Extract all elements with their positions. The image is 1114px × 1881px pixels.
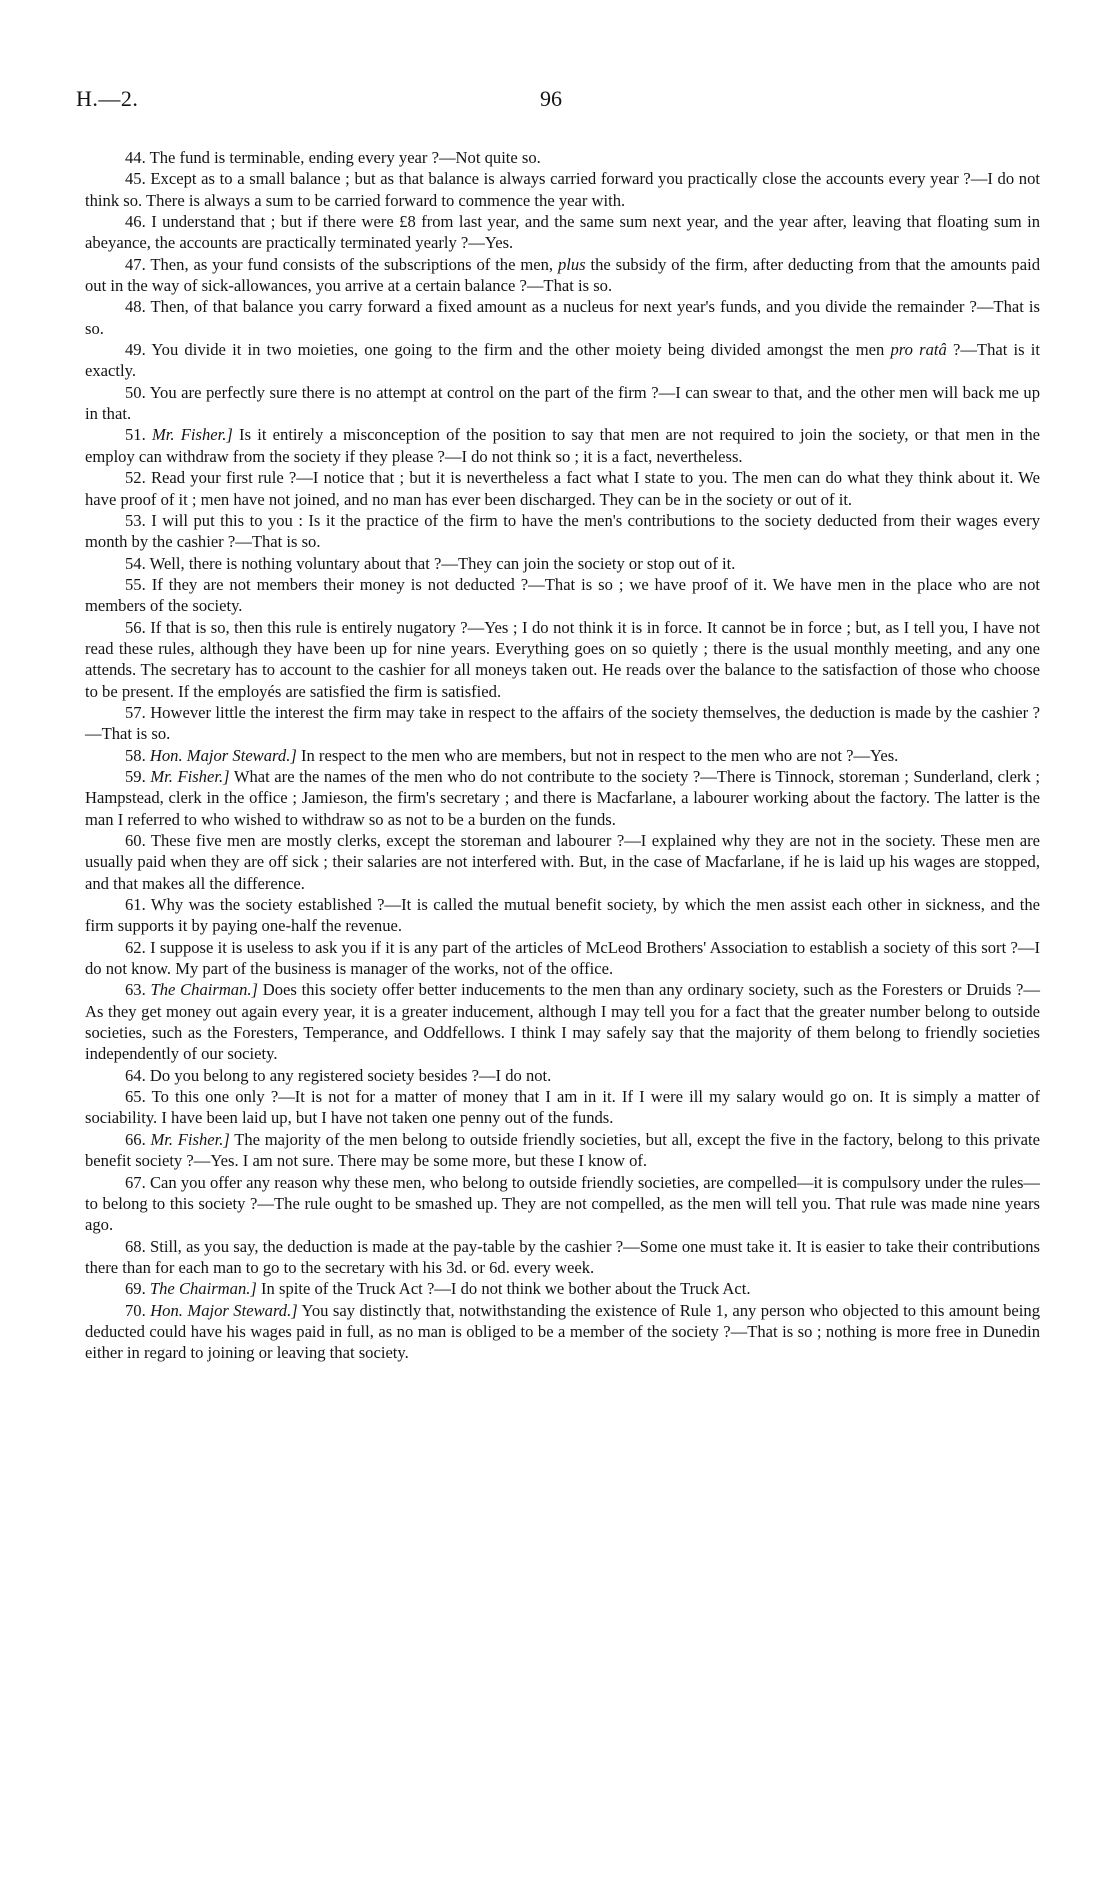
- question-number: 47.: [125, 254, 146, 274]
- question-paragraph: [85, 1278, 1040, 1299]
- question-number: 65.: [125, 1087, 146, 1107]
- italic-term: plus: [557, 254, 586, 274]
- question-text: These five men are mostly clerks, except the storeman and labourer ?—I explained why they are not in the society. These men are usually paid when they are off sick ; their salaries are not interfered with. But, in the case of Macfarlane, if he is laid up his wages are stopped, and that makes all the difference.: [85, 831, 1040, 893]
- speaker-name: Mr. Fisher.]: [150, 1129, 230, 1149]
- question-paragraph: [85, 510, 1040, 553]
- question-paragraph: [85, 1065, 1040, 1086]
- question-number: 62.: [125, 937, 146, 957]
- question-number: 59.: [125, 766, 146, 786]
- question-text: Read your first rule ?—I notice that ; but it is nevertheless a fact what I state to you. The men can do what they think about it. We have proof of it ; men have not joined, and no man has ever been discharged. They can be in the society or out of it.: [85, 468, 1040, 509]
- question-paragraph: [85, 745, 1040, 766]
- question-paragraph: [85, 553, 1040, 574]
- speaker-name: Mr. Fisher.]: [150, 766, 230, 786]
- question-paragraph: [85, 467, 1040, 510]
- question-paragraph: [85, 1172, 1040, 1236]
- question-number: 69.: [125, 1279, 146, 1299]
- question-paragraph: [85, 766, 1040, 830]
- question-paragraph: [85, 1236, 1040, 1279]
- question-text: In spite of the Truck Act ?—I do not think we bother about the Truck Act.: [261, 1279, 751, 1299]
- question-paragraph: [85, 830, 1040, 894]
- italic-term: pro ratâ: [890, 340, 947, 360]
- question-number: 58.: [125, 745, 146, 765]
- question-number: 45.: [125, 169, 146, 189]
- question-text: Why was the society established ?—It is called the mutual benefit society, by which the men assist each other in sickness, and the firm supports it by paying one-half the revenue.: [85, 895, 1041, 936]
- question-number: 50.: [125, 382, 146, 402]
- speaker-name: Hon. Major Steward.]: [150, 1300, 298, 1320]
- question-text: However little the interest the firm may take in respect to the affairs of the society themselves, the deduction is made by the cashier ?—That is so.: [85, 702, 1040, 744]
- question-number: 68.: [125, 1236, 146, 1256]
- page-reference: H.—2.: [76, 86, 139, 111]
- question-paragraph: [85, 979, 1040, 1064]
- question-text: Then, as your fund consists of the subscriptions of the men,: [150, 254, 558, 274]
- question-number: 67.: [125, 1172, 146, 1192]
- question-text: Well, there is nothing voluntary about that ?—They can join the society or stop out of it.: [149, 553, 736, 573]
- question-number: 61.: [125, 895, 146, 915]
- speaker-name: Hon. Major Steward.]: [149, 745, 297, 765]
- question-paragraph: [85, 168, 1040, 211]
- question-text: the subsidy of the firm, after deducting from that the amounts paid out in the way of sick-allowances, you arrive at a certain balance ?—That is so.: [85, 254, 1040, 296]
- question-text: I understand that ; but if there were £8 from last year, and the same sum next year, and the year after, leaving that floating sum in abeyance, the accounts are practically terminated yearly ?—Yes.: [85, 212, 1040, 253]
- question-number: 52.: [125, 468, 146, 488]
- question-number: 54.: [125, 553, 146, 573]
- question-text: If they are not members their money is not deducted ?—That is so ; we have proof of it. We have men in the place who are not members of the society.: [85, 574, 1040, 616]
- question-text: The fund is terminable, ending every year ?—Not quite so.: [149, 148, 541, 167]
- question-paragraph: [85, 1129, 1040, 1172]
- question-text: ?—That is it exactly.: [85, 340, 1040, 381]
- question-text: I will put this to you : Is it the practice of the firm to have the men's contributions to the society deducted from their wages every month by the cashier ?—That is so.: [85, 510, 1040, 552]
- question-text: You say distinctly that, notwithstanding the existence of Rule 1, any person who objected to this amount being deducted could have his wages paid in full, as no man is obliged to be a member of the society ?—That is so ; nothing is more free in Dunedin either in regard to joining or leaving that society.: [85, 1300, 1040, 1363]
- speaker-name: The Chairman.]: [149, 1279, 257, 1299]
- question-paragraph: [85, 702, 1040, 745]
- question-paragraph: [85, 1300, 1040, 1364]
- question-text: In respect to the men who are members, but not in respect to the men who are not ?—Yes.: [300, 745, 899, 765]
- question-number: 55.: [125, 574, 146, 594]
- question-text: To this one only ?—It is not for a matter of money that I am in it. If I were ill my salary would go on. It is simply a matter of sociability. I have been laid up, but I have not taken one penny out of the funds.: [85, 1087, 1040, 1128]
- question-number: 51.: [125, 425, 146, 445]
- question-number: 49.: [125, 340, 146, 360]
- question-text: I suppose it is useless to ask you if it is any part of the articles of McLeod Brothers' Association to establish a society of this sort ?—I do not know. My part of the business is manager of the works, not of the office.: [85, 937, 1040, 979]
- question-paragraph: [85, 1086, 1040, 1129]
- question-number: 56.: [125, 617, 146, 637]
- question-paragraph: [85, 382, 1040, 425]
- question-paragraph: [85, 211, 1040, 254]
- question-text: Can you offer any reason why these men, who belong to outside friendly societies, are compelled—it is compulsory under the rules—to belong to this society ?—The rule ought to be smashed up. They are not compelled, as the men will tell you. That rule was made nine years ago.: [85, 1172, 1040, 1235]
- question-text: If that is so, then this rule is entirely nugatory ?—Yes ; I do not think it is in force. It cannot be in force ; but, as I tell you, I have not read these rules, although they have been up for nine years. Everything goes on so quietly ; there is the usual monthly meeting, and any one attends. The secretary has to account to the cashier for all moneys taken out. He reads over the balance to the satisfaction of those who choose to be present. If the employés are satisfied the firm is satisfied.: [85, 617, 1040, 701]
- question-paragraph: [85, 894, 1040, 937]
- question-paragraph: [85, 617, 1040, 702]
- question-number: 46.: [125, 212, 146, 232]
- question-number: 66.: [125, 1129, 146, 1149]
- question-number: 57.: [125, 702, 146, 722]
- question-paragraph: [85, 254, 1040, 297]
- question-text: Do you belong to any registered society besides ?—I do not.: [149, 1065, 552, 1085]
- question-number: 48.: [125, 297, 146, 317]
- question-number: 60.: [125, 831, 146, 850]
- question-text: You are perfectly sure there is no attempt at control on the part of the firm ?—I can swear to that, and the other men will back me up in that.: [85, 382, 1040, 424]
- question-text: Except as to a small balance ; but as that balance is always carried forward you practically close the accounts every year ?—I do not think so. There is always a sum to be carried forward to commence the year with.: [85, 169, 1041, 210]
- question-paragraph: [85, 339, 1040, 382]
- question-number: 64.: [125, 1065, 146, 1085]
- question-number: 63.: [125, 980, 146, 1000]
- question-text: The majority of the men belong to outside friendly societies, but all, except the five in the factory, belong to this private benefit society ?—Yes. I am not sure. There may be some more, but these I know of.: [85, 1129, 1040, 1171]
- question-text: Is it entirely a misconception of the position to say that men are not required to join the society, or that men in the employ can withdraw from the society if they please ?—I do not think so ; it is a fact, nevertheless.: [85, 425, 1040, 466]
- question-text: You divide it in two moieties, one going to the firm and the other moiety being divided amongst the men: [151, 340, 891, 360]
- question-text: Still, as you say, the deduction is made at the pay-table by the cashier ?—Some one must take it. It is easier to take their contributions there than for each man to go to the secretary with his 3d. or 6d. every week.: [85, 1236, 1040, 1277]
- speaker-name: Mr. Fisher.]: [151, 425, 233, 445]
- speaker-name: The Chairman.]: [150, 980, 259, 1000]
- question-text: Then, of that balance you carry forward a fixed amount as a nucleus for next year's funds, and you divide the remainder ?—That is so.: [85, 297, 1040, 338]
- question-number: 70.: [125, 1300, 146, 1320]
- question-paragraph: [85, 574, 1040, 617]
- question-number: 44.: [125, 148, 146, 167]
- question-paragraph: [85, 147, 1040, 168]
- question-paragraph: [85, 424, 1040, 467]
- testimony-body: [85, 147, 1040, 1364]
- question-number: 53.: [125, 510, 146, 530]
- question-paragraph: [85, 937, 1040, 980]
- question-text: What are the names of the men who do not contribute to the society ?—There is Tinnock, storeman ; Sunderland, clerk ; Hampstead, clerk in the office ; Jamieson, the firm's secretary ; and there is Macfarlane, a labourer working about the factory. The latter is the man I referred to who wished to withdraw so as not to be a burden on the funds.: [85, 766, 1040, 829]
- page-number: 96: [540, 86, 562, 111]
- question-paragraph: [85, 296, 1040, 339]
- question-text: Does this society offer better inducements to the men than any ordinary society, such as the Foresters or Druids ?—As they get money out again every year, it is a greater inducement, although I may tell you for a fact that the greater number belong to outside societies, such as the Foresters, Temperance, and Oddfellows. I think I may safely say that the majority of them belong to friendly societies independently of our society.: [85, 980, 1041, 1064]
